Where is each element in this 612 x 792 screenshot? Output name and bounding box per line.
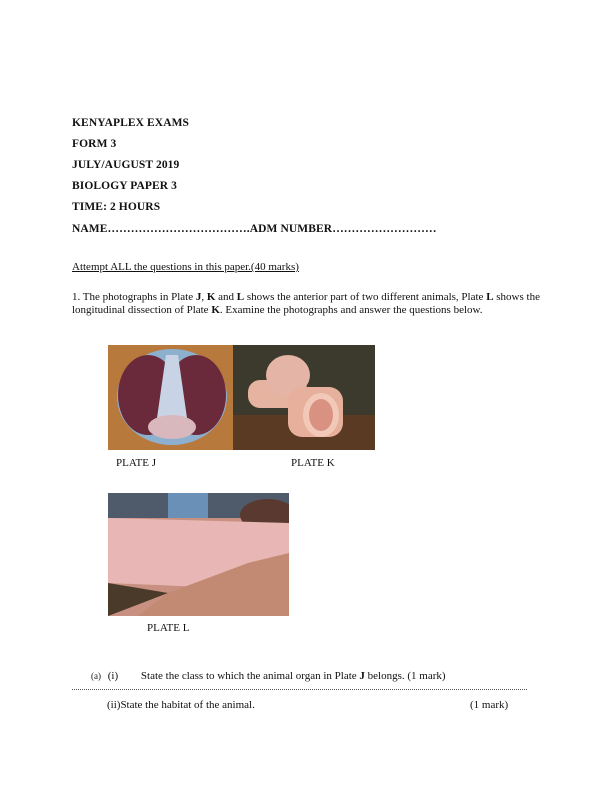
name-label: NAME bbox=[72, 223, 108, 235]
question-1-text: 1. The photographs in Plate J, K and L shows the anterior part of two different animals, Plate L shows the longitudinal dissection of Plate K. Examine the photographs and answer the questions below. bbox=[72, 291, 540, 316]
part-a-label: (a) bbox=[91, 671, 101, 681]
part-i-text: State the class to which the animal organ in Plate J belongs. (1 mark) bbox=[140, 670, 446, 682]
adm-label: ADM NUMBER bbox=[249, 223, 333, 235]
name-field[interactable]: ………………………………. bbox=[107, 223, 250, 235]
name-adm-line bbox=[72, 223, 437, 235]
exam-time: TIME: 2 HOURS bbox=[72, 201, 161, 213]
question-a-ii: (ii)State the habitat of the animal. bbox=[107, 699, 255, 711]
plate-k-caption: PLATE K bbox=[291, 457, 335, 469]
plate-l-caption: PLATE L bbox=[147, 622, 190, 634]
answer-line-a-i[interactable] bbox=[72, 689, 527, 690]
plate-k-image bbox=[233, 345, 375, 450]
exam-session: JULY/AUGUST 2019 bbox=[72, 159, 180, 171]
question-a-i bbox=[91, 670, 446, 683]
exam-paper: BIOLOGY PAPER 3 bbox=[72, 180, 178, 192]
exam-form: FORM 3 bbox=[72, 138, 117, 150]
plate-l-image bbox=[108, 493, 289, 616]
exam-org: KENYAPLEX EXAMS bbox=[72, 117, 190, 129]
plate-j-image bbox=[108, 345, 233, 450]
plate-j-caption: PLATE J bbox=[116, 457, 157, 469]
question-a-ii-marks: (1 mark) bbox=[470, 699, 509, 711]
part-i-label: (i) bbox=[107, 670, 119, 682]
instructions: Attempt ALL the questions in this paper.(40 marks) bbox=[72, 261, 299, 273]
adm-field[interactable]: ……………………… bbox=[332, 223, 437, 235]
